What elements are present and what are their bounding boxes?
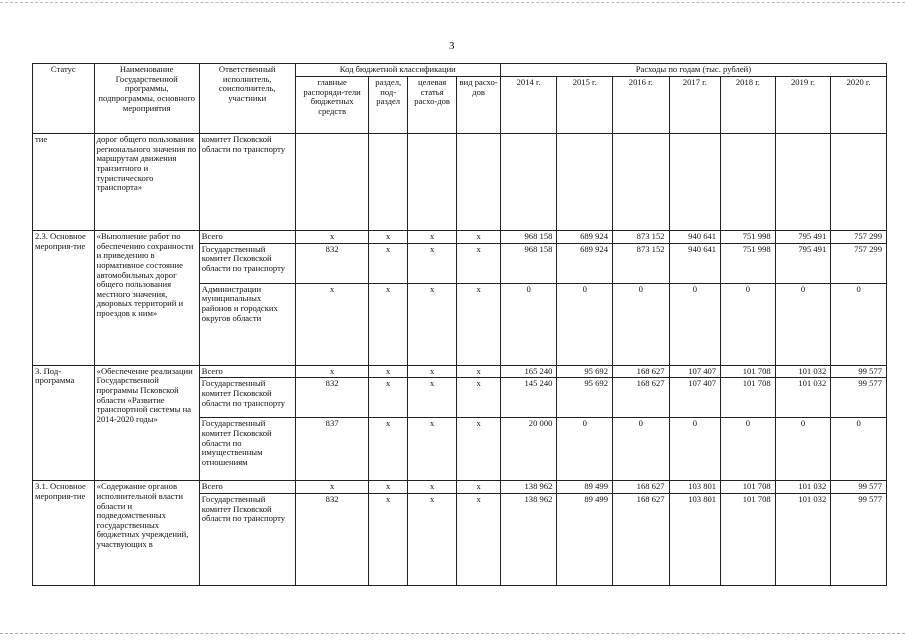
target-cell: x: [407, 418, 457, 481]
header-status: Статус: [33, 64, 95, 134]
grbs-cell: 837: [295, 418, 369, 481]
expense-value-cell: 0: [721, 418, 776, 481]
responsible-cell: Государственный комитет Псковской области по имущественным отношениям: [199, 418, 295, 481]
expense-value-cell: 757 299: [831, 243, 887, 283]
expense-value-cell: 968 158: [500, 231, 557, 244]
expense-value-cell: 138 962: [500, 481, 557, 494]
scan-edge-bottom: [0, 633, 905, 635]
expense-value-cell: 751 998: [721, 243, 776, 283]
expense-value-cell: 168 627: [613, 378, 670, 418]
status-cell: 3.1. Основное мероприя-тие: [33, 481, 95, 586]
target-cell: x: [407, 231, 457, 244]
page-number: 3: [449, 40, 455, 52]
expense-value-cell: 165 240: [500, 365, 557, 378]
target-cell: x: [407, 283, 457, 365]
expense-value-cell: 89 499: [557, 481, 613, 494]
type-cell: x: [457, 378, 500, 418]
responsible-cell: комитет Псковской области по транспорту: [199, 134, 295, 231]
section-cell: x: [369, 243, 407, 283]
expense-value-cell: 751 998: [721, 231, 776, 244]
expense-value-cell: 940 641: [669, 231, 721, 244]
expense-value-cell: 99 577: [831, 481, 887, 494]
expense-value-cell: 0: [500, 283, 557, 365]
expense-value-cell: 101 032: [775, 365, 831, 378]
expense-value-cell: 168 627: [613, 481, 670, 494]
table-row: [33, 365, 887, 378]
target-cell: x: [407, 243, 457, 283]
status-cell: 3. Под-программа: [33, 365, 95, 481]
section-cell: x: [369, 231, 407, 244]
expense-value-cell: 168 627: [613, 493, 670, 585]
expense-value-cell: 795 491: [775, 243, 831, 283]
grbs-cell: 832: [295, 243, 369, 283]
expense-value-cell: 20 000: [500, 418, 557, 481]
section-cell: x: [369, 378, 407, 418]
expense-value-cell: 689 924: [557, 231, 613, 244]
header-year: 2016 г.: [613, 77, 670, 134]
expense-value-cell: 101 032: [775, 481, 831, 494]
grbs-cell: 832: [295, 378, 369, 418]
section-cell: x: [369, 418, 407, 481]
type-cell: x: [457, 418, 500, 481]
expense-value-cell: 99 577: [831, 365, 887, 378]
expense-value-cell: 101 708: [721, 378, 776, 418]
section-cell: x: [369, 481, 407, 494]
grbs-cell: 832: [295, 493, 369, 585]
target-cell: x: [407, 378, 457, 418]
status-cell: тие: [33, 134, 95, 231]
expense-value-cell: 873 152: [613, 231, 670, 244]
name-cell: «Содержание органов исполнительной власти области и подведомственных государственных бюджетных учреждений, участвующих в: [94, 481, 199, 586]
target-cell: x: [407, 493, 457, 585]
continuation-row: [33, 134, 887, 231]
expense-value-cell: 0: [669, 283, 721, 365]
target-cell: x: [407, 365, 457, 378]
responsible-cell: Государственный комитет Псковской области по транспорту: [199, 243, 295, 283]
header-budget-code: Код бюджетной классификации: [295, 64, 500, 77]
type-cell: x: [457, 243, 500, 283]
scan-edge-top: [0, 2, 905, 4]
expense-value-cell: 145 240: [500, 378, 557, 418]
type-cell: x: [457, 481, 500, 494]
header-year: 2014 г.: [500, 77, 557, 134]
type-cell: x: [457, 231, 500, 244]
expense-value-cell: 138 962: [500, 493, 557, 585]
expense-value-cell: 0: [557, 418, 613, 481]
section-cell: x: [369, 493, 407, 585]
expense-value-cell: 99 577: [831, 493, 887, 585]
expense-value-cell: 757 299: [831, 231, 887, 244]
header-row-1: [33, 64, 887, 77]
expense-value-cell: 95 692: [557, 365, 613, 378]
header-year: 2019 г.: [775, 77, 831, 134]
expense-value-cell: 103 801: [669, 481, 721, 494]
expense-value-cell: 0: [721, 283, 776, 365]
expense-value-cell: 101 032: [775, 378, 831, 418]
header-year: 2017 г.: [669, 77, 721, 134]
header-year: 2018 г.: [721, 77, 776, 134]
grbs-cell: x: [295, 231, 369, 244]
section-cell: x: [369, 365, 407, 378]
responsible-cell: Всего: [199, 481, 295, 494]
expense-value-cell: 795 491: [775, 231, 831, 244]
grbs-cell: x: [295, 481, 369, 494]
expense-value-cell: 0: [831, 283, 887, 365]
expense-value-cell: 689 924: [557, 243, 613, 283]
expense-value-cell: 107 407: [669, 378, 721, 418]
expense-value-cell: 873 152: [613, 243, 670, 283]
section-cell: x: [369, 283, 407, 365]
name-cell: дорог общего пользования регионального значения по маршрутам движения транзитного и туристического транспорта»: [94, 134, 199, 231]
header-expenses: Расходы по годам (тыс. рублей): [500, 64, 886, 77]
expense-value-cell: 0: [613, 283, 670, 365]
header-grbs: главные распоряди-тели бюджетных средств: [295, 77, 369, 134]
responsible-cell: Государственный комитет Псковской области по транспорту: [199, 493, 295, 585]
grbs-cell: x: [295, 283, 369, 365]
budget-table: [32, 63, 887, 586]
expense-value-cell: 0: [613, 418, 670, 481]
expense-value-cell: 968 158: [500, 243, 557, 283]
expense-value-cell: 168 627: [613, 365, 670, 378]
header-responsible: Ответственный исполнитель, соисполнитель, участники: [199, 64, 295, 134]
expense-value-cell: 0: [557, 283, 613, 365]
name-cell: «Выполнение работ по обеспечению сохранности и приведению в нормативное состояние автомобильных дорог общего пользования местного значения, дворовых территорий и проездов к ним»: [94, 231, 199, 366]
expense-value-cell: 0: [775, 418, 831, 481]
expense-value-cell: 0: [775, 283, 831, 365]
target-cell: x: [407, 481, 457, 494]
header-year: 2020 г.: [831, 77, 887, 134]
expense-value-cell: 103 801: [669, 493, 721, 585]
expense-value-cell: 95 692: [557, 378, 613, 418]
responsible-cell: Всего: [199, 231, 295, 244]
type-cell: x: [457, 365, 500, 378]
status-cell: 2.3. Основное мероприя-тие: [33, 231, 95, 366]
type-cell: x: [457, 493, 500, 585]
header-year: 2015 г.: [557, 77, 613, 134]
header-name: Наименование Государственной программы, подпрограммы, основного мероприятия: [94, 64, 199, 134]
header-target: целевая статья расхо-дов: [407, 77, 457, 134]
expense-value-cell: 101 708: [721, 493, 776, 585]
responsible-cell: Администрации муниципальных районов и городских округов области: [199, 283, 295, 365]
grbs-cell: x: [295, 365, 369, 378]
table-row: [33, 481, 887, 494]
expense-value-cell: 101 708: [721, 481, 776, 494]
expense-value-cell: 99 577: [831, 378, 887, 418]
header-type: вид расхо-дов: [457, 77, 500, 134]
type-cell: x: [457, 283, 500, 365]
expense-value-cell: 89 499: [557, 493, 613, 585]
expense-value-cell: 101 032: [775, 493, 831, 585]
expense-value-cell: 107 407: [669, 365, 721, 378]
name-cell: «Обеспечение реализации Государственной программы Псковской области «Развитие транспортной системы на 2014-2020 годы»: [94, 365, 199, 481]
responsible-cell: Всего: [199, 365, 295, 378]
expense-value-cell: 940 641: [669, 243, 721, 283]
expense-value-cell: 0: [669, 418, 721, 481]
responsible-cell: Государственный комитет Псковской области по транспорту: [199, 378, 295, 418]
table-row: [33, 231, 887, 244]
expense-value-cell: 101 708: [721, 365, 776, 378]
header-section: раздел, под-раздел: [369, 77, 407, 134]
expense-value-cell: 0: [831, 418, 887, 481]
